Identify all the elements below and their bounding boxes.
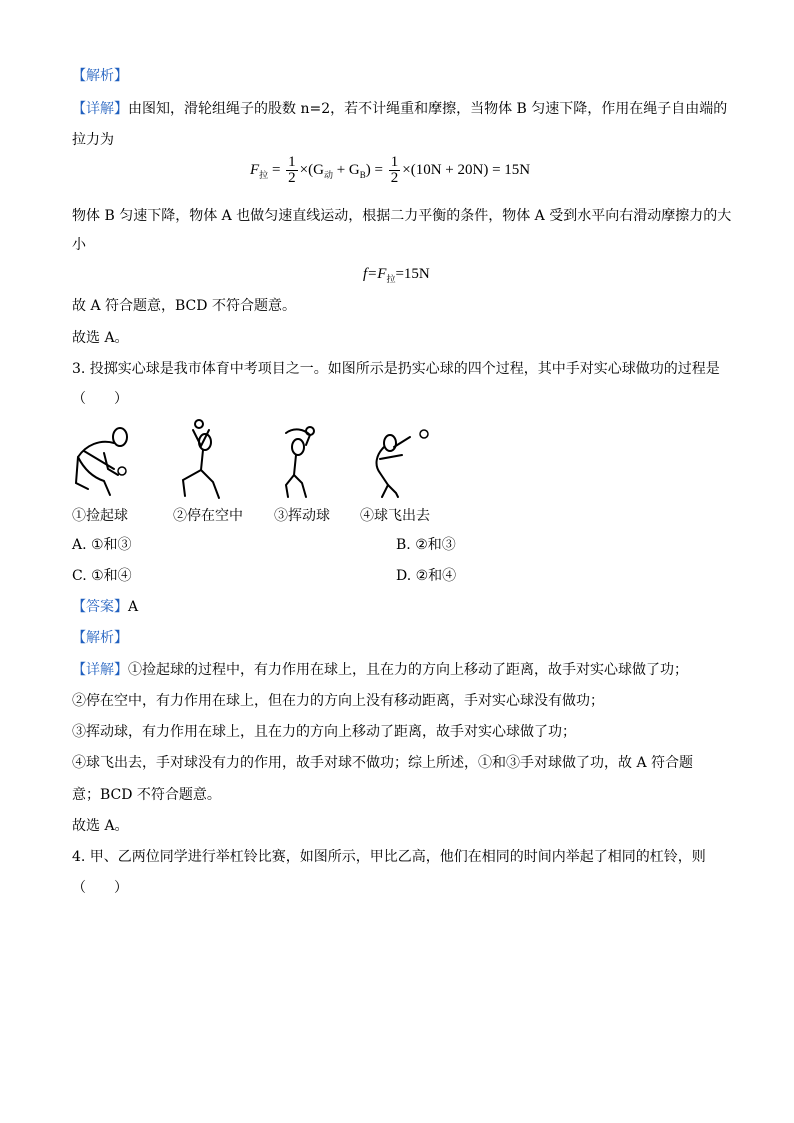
q3-stem-line-2: （ ）: [72, 391, 128, 407]
eq2-lhs: f=F: [363, 266, 387, 282]
eq1-g1-sub: 动: [323, 169, 333, 180]
answer-tag: 【答案】: [72, 599, 128, 615]
option-c: C. ①和④: [72, 568, 132, 584]
q3-detail-text-1: ①捡起球的过程中，有力作用在球上，且在力的方向上移动了距离，故手对实心球做了功；: [128, 662, 688, 678]
eq1-fraction-1: [286, 155, 298, 186]
q3-detail-line-4: ④球飞出去，手对球没有力的作用，故手对球不做功；综上所述，①和③手对球做了功，故 A 符合题: [72, 755, 694, 771]
hold-still-figure: [175, 418, 235, 500]
eq1-equals: =: [271, 161, 281, 178]
q4-stem-line-1: 4. 甲、乙两位同学进行举杠铃比赛，如图所示，甲比乙高，他们在相同的时间内举起了相同的杠铃，则: [72, 849, 706, 865]
q3-choose: 故选 A。: [72, 818, 129, 834]
q4-stem-line-2: （ ）: [72, 880, 128, 896]
analysis-tag-2: 【解析】: [72, 630, 128, 646]
q3-detail-line-1: [72, 661, 688, 679]
eq2-rhs: =15N: [395, 266, 430, 282]
q2-detail-line-2: 拉力为: [72, 132, 114, 148]
q2-detail-line-4: 小: [72, 237, 86, 253]
pick-up-figure: [70, 425, 140, 500]
answer-line: [72, 598, 138, 616]
q3-detail-line-5: 意；BCD 不符合题意。: [72, 787, 221, 803]
figure-caption-1: ①捡起球: [72, 508, 128, 524]
q3-detail-line-3: ③挥动球，有力作用在球上，且在力的方向上移动了距离，故手对实心球做了功；: [72, 724, 576, 740]
option-d: D. ②和④: [396, 568, 457, 584]
eq1-frac-den-2: 2: [390, 170, 399, 186]
detail-tag: 【详解】: [72, 101, 128, 117]
q2-choose: 故选 A。: [72, 330, 129, 346]
analysis-tag: 【解析】: [72, 68, 128, 84]
eq1-fraction-2: [389, 155, 401, 186]
eq1-frac-den-1: 2: [288, 170, 296, 186]
q2-detail-line-1: [72, 100, 727, 118]
eq1-rhs: ×(10N + 20N) = 15N: [402, 161, 531, 178]
detail-tag-2: 【详解】: [72, 662, 128, 678]
option-a: A. ①和③: [72, 537, 132, 553]
eq1-plus: + G: [332, 161, 360, 178]
eq2-sub: 拉: [386, 274, 396, 284]
eq1-lhs: F: [250, 161, 260, 178]
ball-flying-figure: [368, 425, 434, 500]
q3-detail-line-2: ②停在空中，有力作用在球上，但在力的方向上没有移动距离，手对实心球没有做功；: [72, 693, 604, 709]
eq1-close: ) =: [365, 161, 383, 178]
figure-caption-2: ②停在空中: [173, 508, 243, 524]
figure-caption-4: ④球飞出去: [360, 508, 430, 524]
answer-value: A: [128, 599, 139, 615]
eq1-lhs-sub: 拉: [259, 169, 269, 180]
eq1-g2-sub: B: [359, 169, 366, 180]
eq1-frac-num-1: 1: [288, 154, 296, 170]
q3-stem-line-1: 3. 投掷实心球是我市体育中考项目之一。如图所示是扔实心球的四个过程，其中手对实心球做功的过程是: [72, 361, 720, 377]
q2-detail-text-1: 由图知，滑轮组绳子的股数 n=2，若不计绳重和摩擦，当物体 B 匀速下降，作用在绳子自由端的: [128, 101, 728, 117]
swing-figure: [276, 425, 328, 500]
q2-conclusion: 故 A 符合题意，BCD 不符合题意。: [72, 298, 296, 314]
figure-caption-3: ③挥动球: [274, 508, 330, 524]
q2-detail-line-3: 物体 B 匀速下降，物体 A 也做匀速直线运动，根据二力平衡的条件，物体 A 受到水平向右滑动摩擦力的大: [72, 208, 732, 224]
eq1-frac-num-2: 1: [390, 154, 399, 170]
equation-friction: [363, 266, 430, 285]
equation-pulling-force: [250, 155, 530, 186]
eq1-mid: ×(G: [299, 161, 324, 178]
option-b: B. ②和③: [396, 537, 456, 553]
